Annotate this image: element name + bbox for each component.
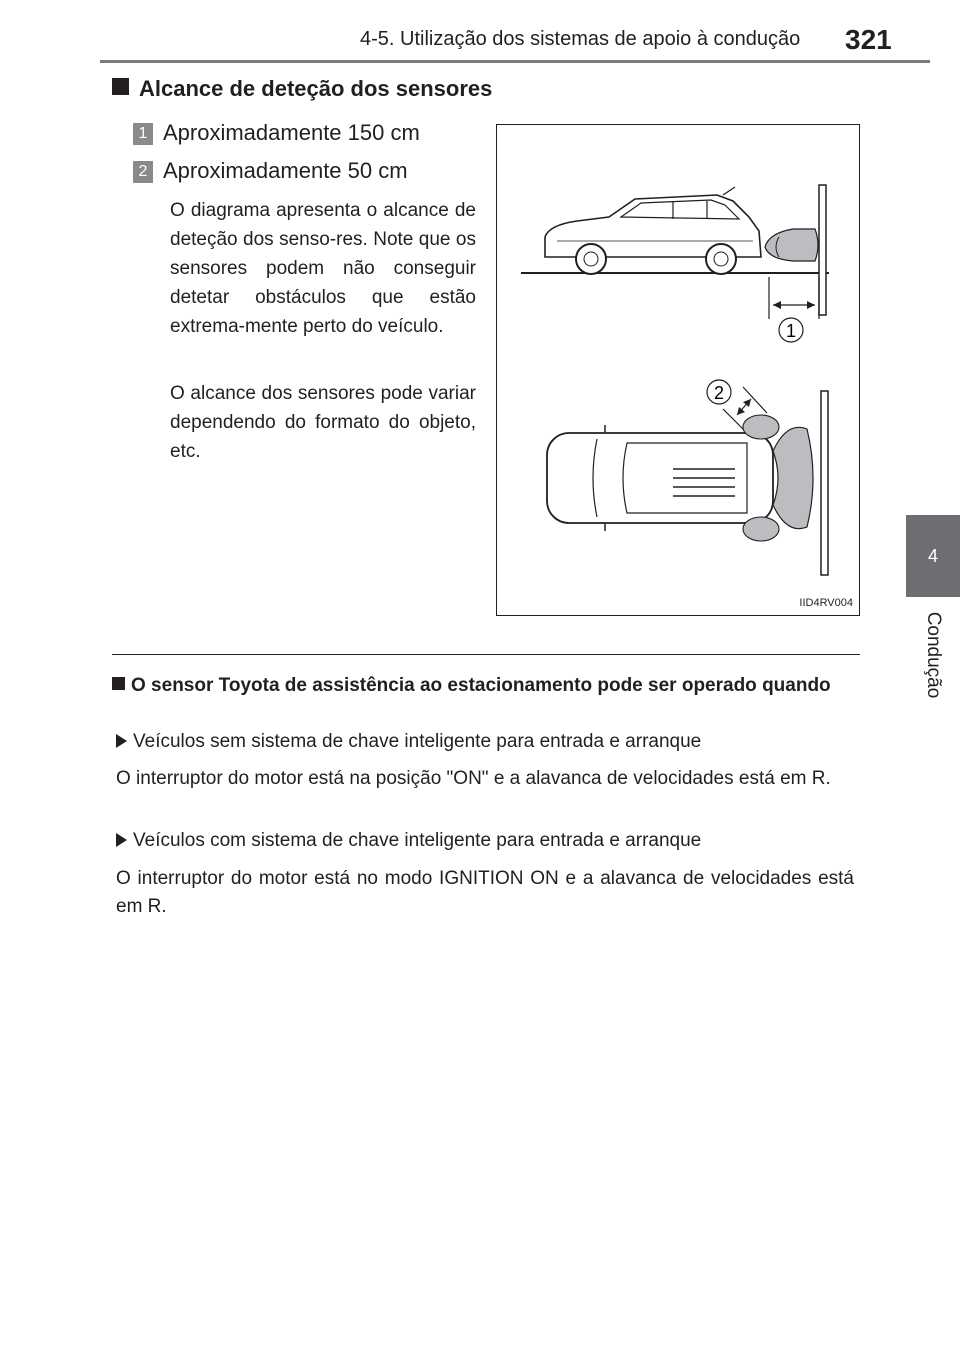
callout-number-1: 1	[133, 123, 153, 145]
operation-heading-text: O sensor Toyota de assistência ao estacionamento pode ser operado quando	[131, 675, 831, 696]
range-item-text: Aproximadamente 50 cm	[163, 158, 408, 183]
triangle-bullet-icon	[116, 833, 127, 847]
range-item-text: Aproximadamente 150 cm	[163, 120, 420, 145]
range-item-1	[133, 120, 420, 146]
bullet-text: Veículos com sistema de chave inteligente para entrada e arranque	[133, 830, 702, 851]
text-without-smart-key: O interruptor do motor está na posição "ON" e a alavanca de velocidades está em R.	[116, 768, 831, 789]
section-divider	[112, 654, 860, 655]
header-title: 4-5. Utilização dos sistemas de apoio à condução	[360, 28, 801, 50]
detection-zone-rear	[773, 427, 813, 528]
figure-callout-2: 2	[713, 383, 725, 403]
text-with-smart-key: O interruptor do motor está no modo IGNITION ON e a alavanca de velocidades está em R.	[116, 868, 854, 917]
detection-zone-corner-right	[743, 517, 779, 541]
bullet-text: Veículos sem sistema de chave inteligente para entrada e arranque	[133, 731, 702, 752]
wall-side	[819, 185, 826, 315]
bullet-with-smart-key	[116, 830, 701, 852]
wall-top	[821, 391, 828, 575]
chapter-number: 4	[927, 545, 938, 566]
detection-zone-side	[765, 229, 818, 261]
operation-heading	[112, 672, 860, 699]
section-heading	[112, 76, 492, 102]
paragraph-diagram: O diagrama apresenta o alcance de deteção dos senso-res. Note que os sensores podem não conseguir detetar obstáculos que estão extrema-mente perto do veículo.	[170, 200, 476, 337]
square-bullet-icon	[112, 677, 125, 690]
sensor-range-figure	[496, 124, 860, 616]
section-heading-text: Alcance de deteção dos sensores	[139, 76, 493, 101]
page-number: 321	[845, 24, 892, 55]
figure-callout-1: 1	[785, 321, 797, 341]
header-rule	[100, 60, 930, 63]
sensor-diagram	[497, 125, 859, 615]
chapter-tab	[906, 515, 960, 597]
triangle-bullet-icon	[116, 734, 127, 748]
detection-zone-corner-left	[743, 415, 779, 439]
chapter-label: Condução	[923, 611, 944, 699]
wheel-rear	[706, 244, 736, 274]
range-item-2	[133, 158, 408, 184]
bullet-without-smart-key	[116, 731, 701, 753]
callout-number-2: 2	[133, 161, 153, 183]
square-bullet-icon	[112, 78, 129, 95]
wheel-front	[576, 244, 606, 274]
paragraph-range: O alcance dos sensores pode variar dependendo do formato do objeto, etc.	[170, 383, 476, 462]
figure-code: IID4RV004	[799, 597, 853, 609]
